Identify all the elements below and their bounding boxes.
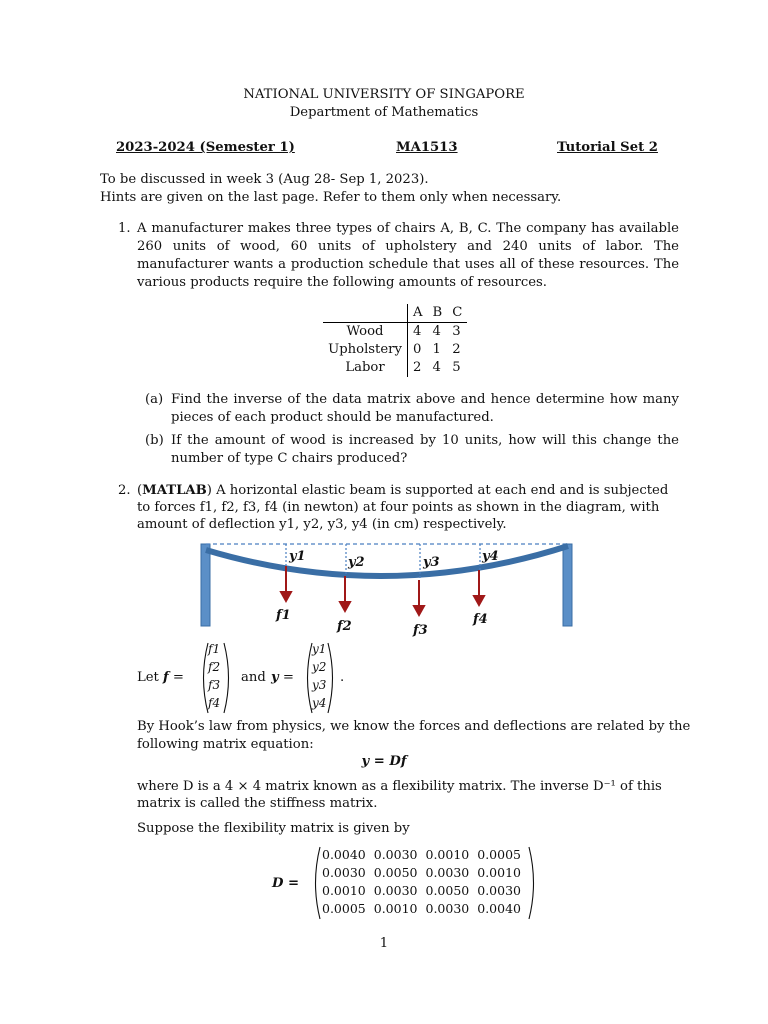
force-arrowhead-1 — [281, 592, 291, 601]
matrix-equation: y = Df — [361, 754, 407, 769]
diagram-label-y3: y3 — [423, 555, 440, 570]
f-vector: f1 f2 f3 f4 — [208, 642, 221, 710]
tutorial-title: Tutorial Set 2 — [557, 140, 658, 155]
matrix-name: D = — [272, 876, 300, 891]
matrix-right-paren — [527, 846, 539, 920]
diagram-label-f1: f1 — [276, 608, 291, 623]
table-row: Upholstery 0 1 2 — [323, 341, 467, 359]
y-right-paren — [326, 642, 338, 714]
table-col-c: C — [447, 304, 467, 323]
question-2-line-3: amount of deflection y1, y2, y3, y4 (in cm) respectively. — [137, 517, 507, 532]
university-name: NATIONAL UNIVERSITY OF SINGAPORE — [243, 87, 525, 102]
part-b-label: (b) — [145, 433, 164, 448]
course-code: MA1513 — [396, 140, 458, 155]
diagram-label-f3: f3 — [413, 623, 428, 638]
resource-table — [323, 304, 467, 377]
matrix-row: 0.0005 0.0010 0.0030 0.0040 — [322, 901, 521, 916]
table-row: Wood 4 4 3 — [323, 323, 467, 342]
matrix-row: 0.0030 0.0050 0.0030 0.0010 — [322, 865, 521, 880]
diagram-label-f2: f2 — [337, 619, 352, 634]
force-arrowhead-3 — [414, 606, 424, 615]
flexibility-matrix — [318, 846, 525, 918]
and-label: and — [241, 670, 266, 685]
right-support — [563, 544, 572, 626]
deflected-beam — [206, 546, 568, 576]
question-2-number: 2. — [118, 483, 131, 498]
diagram-label-f4: f4 — [473, 612, 488, 627]
diagram-label-y1: y1 — [289, 549, 306, 564]
left-support — [201, 544, 210, 626]
part-b-text: If the amount of wood is increased by 10 units, how will this change the number of type C chairs produced? — [171, 433, 679, 466]
vector-period: . — [340, 670, 345, 685]
force-arrowhead-2 — [340, 602, 350, 611]
question-1-number: 1. — [118, 221, 131, 236]
question-1-text: A manufacturer makes three types of chairs A, B, C. The company has available 260 units of wood, 60 units of upholstery and 240 units of labor. The manufacturer wants a production schedule that uses all of these resources. The various products require the following amounts of resources. — [137, 221, 679, 290]
where-line-1: where D is a 4 × 4 matrix known as a flexibility matrix. The inverse D⁻¹ of this — [137, 779, 662, 794]
let-label: Let — [137, 670, 159, 685]
beam-diagram — [200, 538, 576, 638]
semester-label: 2023-2024 (Semester 1) — [116, 140, 295, 155]
matrix-row: 0.0010 0.0030 0.0050 0.0030 — [322, 883, 521, 898]
hooke-line-2: following matrix equation: — [137, 737, 314, 752]
hooke-line-1: By Hook’s law from physics, we know the forces and deflections are related by the — [137, 719, 691, 734]
part-a-text: Find the inverse of the data matrix above and hence determine how many pieces of each product should be manufactured. — [171, 392, 679, 425]
suppose-line: Suppose the flexibility matrix is given by — [137, 821, 410, 836]
table-row: Labor 2 4 5 — [323, 359, 467, 377]
f-right-paren — [222, 642, 234, 714]
department-name: Department of Mathematics — [289, 105, 479, 120]
matrix-row: 0.0040 0.0030 0.0010 0.0005 — [322, 847, 521, 862]
intro-line-1: To be discussed in week 3 (Aug 28- Sep 1, 2023). — [100, 172, 429, 187]
diagram-label-y4: y4 — [482, 549, 499, 564]
page-number: 1 — [379, 936, 389, 951]
question-2-line-1: (MATLAB) A horizontal elastic beam is supported at each end and is subjected — [137, 483, 669, 498]
table-col-a: A — [408, 304, 428, 323]
y-vector-name: y = — [271, 670, 294, 685]
table-col-b: B — [428, 304, 448, 323]
diagram-label-y2: y2 — [348, 555, 365, 570]
part-a-label: (a) — [145, 392, 164, 407]
question-2-line-2: to forces f1, f2, f3, f4 (in newton) at four points as shown in the diagram, with — [137, 500, 660, 515]
intro-line-2: Hints are given on the last page. Refer to them only when necessary. — [100, 190, 562, 205]
matlab-label: MATLAB — [142, 483, 207, 498]
y-vector: y1 y2 y3 y4 — [312, 642, 327, 710]
force-arrowhead-4 — [474, 596, 484, 605]
f-vector-name: f = — [163, 670, 184, 685]
where-line-2: matrix is called the stiffness matrix. — [137, 796, 378, 811]
